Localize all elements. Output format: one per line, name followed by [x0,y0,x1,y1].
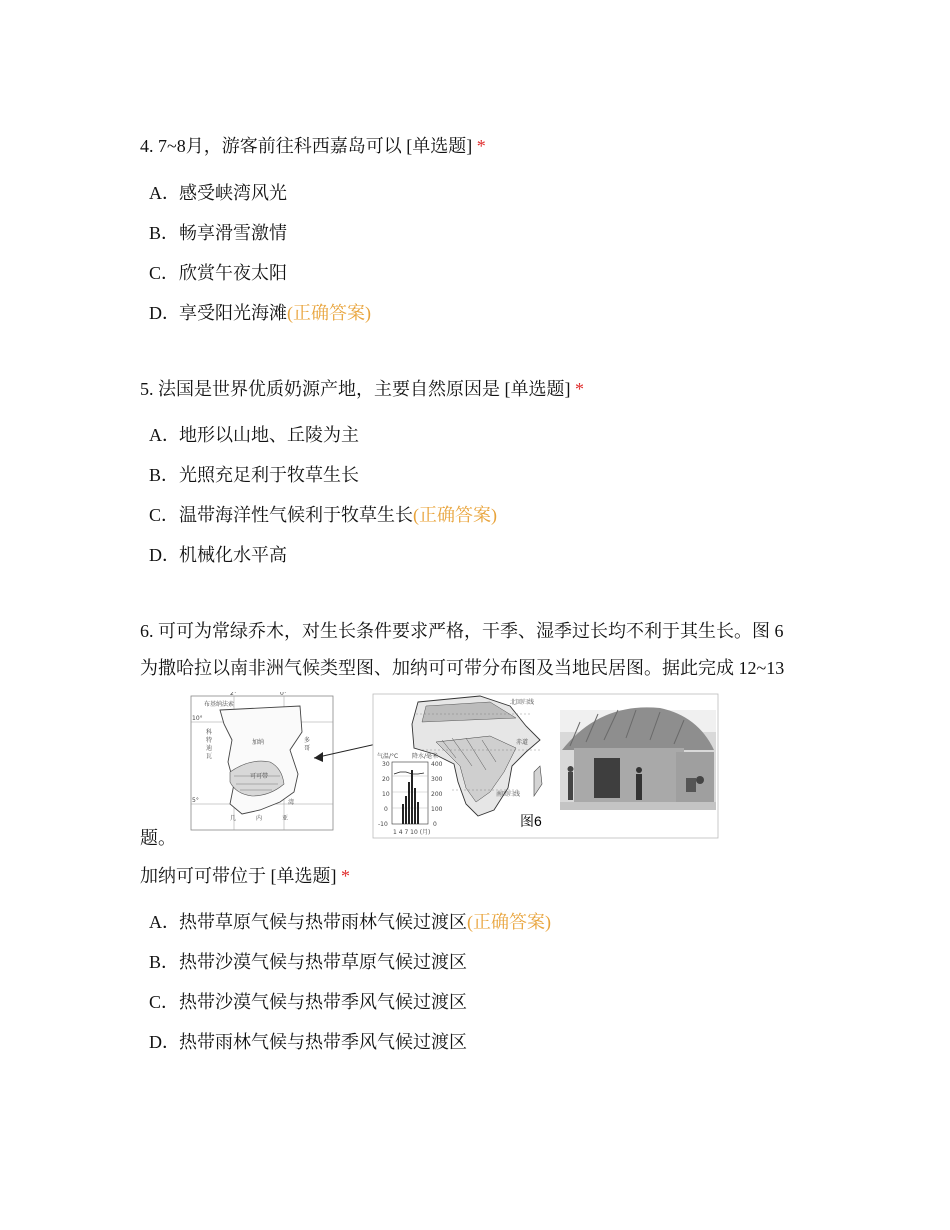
map-label-guinea-3: 亚 [282,815,289,822]
option-text: 光照充足利于牧草生长 [179,465,359,485]
answer-tag: (正确答案) [413,505,497,525]
question-5-option-d[interactable] [149,543,287,567]
map-label-cote-1: 科 [206,729,213,736]
question-4-option-a[interactable] [149,181,287,205]
month-ticks: 1 4 7 10 (月) [393,829,431,836]
africa-panel [373,694,718,838]
question-6-option-d[interactable] [149,1030,467,1054]
climate-temp-label: 气温/°C [377,753,399,760]
map-label-lon-2: 2° [230,692,237,697]
option-key: C． [149,992,180,1012]
option-key: C． [149,505,180,525]
africa-label-tropic-cancer: 北回归线 [510,699,535,706]
option-key: D． [149,303,180,323]
question-6-stem-line-3: 题。 [140,828,176,848]
map-label-togo-2: 哥 [304,745,311,752]
question-6-option-b[interactable] [149,950,467,974]
map-label-guinea-1: 几 [230,815,237,822]
required-mark: * [341,866,350,886]
climate-chart [377,752,443,836]
option-text: 热带雨林气候与热带季风气候过渡区 [179,1032,467,1052]
required-mark: * [476,136,486,156]
answer-tag: (正确答案) [287,303,371,323]
map-label-guinea-2: 内 [256,815,263,822]
option-key: D． [149,1032,180,1052]
question-5-option-c[interactable] [149,503,497,527]
question-4-option-b[interactable] [149,221,287,245]
question-5-option-a[interactable] [149,423,359,447]
question-4-option-d[interactable] [149,301,371,325]
question-5-title [140,377,584,401]
option-text: 地形以山地、丘陵为主 [179,425,359,445]
map-label-cote-4: 瓦 [206,753,213,760]
option-text: 畅享滑雪激情 [179,223,287,243]
required-mark: * [575,379,584,399]
question-6-title-text: 加纳可可带位于 [单选题] [140,866,337,886]
option-key: A． [149,183,180,203]
map-label-cote-2: 特 [206,737,213,744]
question-4-option-c[interactable] [149,261,287,285]
figure-caption: 图6 [520,813,542,829]
map-label-cocoa-band: 可可带 [250,773,269,780]
question-5-title-text: 5. 法国是世界优质奶源产地，主要自然原因是 [单选题] [140,379,571,399]
map-label-cote-3: 迪 [206,745,213,752]
map-label-togo-1: 多 [304,737,311,744]
precip-tick: 0 [433,821,437,828]
precip-tick: 100 [431,806,443,813]
option-key: C． [149,263,180,283]
temp-tick: 20 [382,776,390,783]
africa-label-tropic-capricorn: 南回归线 [496,791,521,798]
option-text: 感受峡湾风光 [179,183,287,203]
map-label-ghana: 加纳 [252,739,265,746]
map-label-lon-0: 0° [280,692,287,697]
option-key: A． [149,425,180,445]
option-text: 机械化水平高 [179,545,287,565]
answer-tag: (正确答案) [467,912,551,932]
precip-tick: 200 [431,791,443,798]
question-6-option-a[interactable] [149,910,551,934]
question-4-title-text: 4. 7~8月，游客前往科西嘉岛可以 [单选题] [140,136,473,156]
precip-tick: 300 [431,776,443,783]
hut-photo [560,707,716,810]
option-text: 温带海洋性气候利于牧草生长 [179,505,413,525]
question-6-stem-line-1: 6. 可可为常绿乔木，对生长条件要求严格，干季、湿季过长均不利于其生长。图 6 [140,621,784,641]
question-4-title [140,134,486,158]
temp-tick: -10 [378,821,388,828]
climate-precip-label: 降水/毫米 [412,753,439,760]
figure-6 [190,692,720,840]
precip-tick: 400 [431,761,443,768]
option-key: D． [149,545,180,565]
question-6-option-c[interactable] [149,990,467,1014]
option-key: A． [149,912,180,932]
option-text: 欣赏午夜太阳 [179,263,287,283]
map-label-lat-5: 5° [192,797,199,804]
option-key: B． [149,465,180,485]
question-6-stem-line-2: 为撒哈拉以南非洲气候类型图、加纳可可带分布图及当地民居图。据此完成 12~13 [140,658,785,678]
option-text: 享受阳光海滩 [179,303,287,323]
map-label-burkina: 布基纳法索 [204,701,235,708]
option-key: B． [149,952,180,972]
temp-tick: 10 [382,791,390,798]
option-text: 热带沙漠气候与热带季风气候过渡区 [179,992,467,1012]
option-text: 热带草原气候与热带雨林气候过渡区 [179,912,467,932]
question-5-option-b[interactable] [149,463,359,487]
question-6-title [140,864,350,888]
map-label-bay: 湾 [288,799,295,806]
temp-tick: 0 [384,806,388,813]
option-key: B． [149,223,180,243]
option-text: 热带沙漠气候与热带草原气候过渡区 [179,952,467,972]
map-label-lat-10: 10° [192,715,203,722]
temp-tick: 30 [382,761,390,768]
africa-label-equator: 赤道 [516,739,529,746]
ghana-map [191,692,333,830]
